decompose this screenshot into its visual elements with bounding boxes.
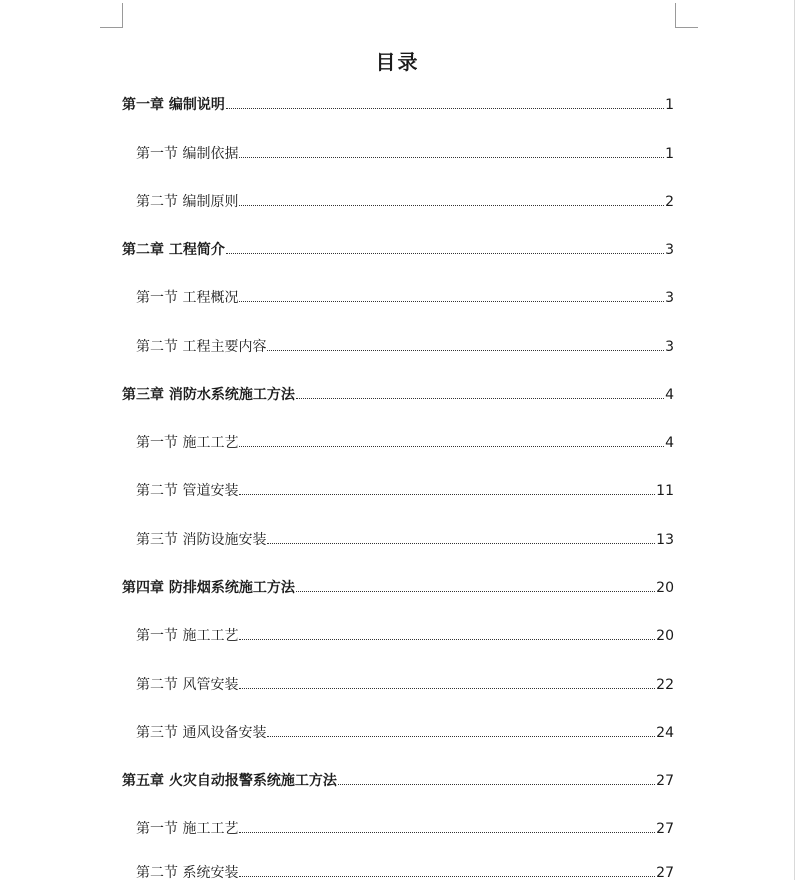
dot-leader bbox=[239, 875, 655, 877]
toc-entry-label: 第三节 通风设备安装 bbox=[136, 725, 267, 741]
toc-entry-page: 27 bbox=[656, 865, 674, 880]
toc-entry-section-2-2[interactable] bbox=[136, 336, 674, 356]
dot-leader bbox=[239, 156, 664, 158]
dot-leader bbox=[239, 204, 664, 206]
toc-entry-section-4-1[interactable] bbox=[136, 625, 674, 645]
toc-entry-page: 4 bbox=[665, 435, 674, 451]
toc-entry-section-4-2[interactable] bbox=[136, 674, 674, 694]
toc-entry-label: 第五章 火灾自动报警系统施工方法 bbox=[122, 773, 337, 789]
dot-leader bbox=[226, 252, 664, 254]
toc-entry-label: 第一节 施工工艺 bbox=[136, 628, 239, 644]
toc-entry-page: 27 bbox=[656, 821, 674, 837]
toc-entry-chapter-5[interactable] bbox=[122, 770, 674, 790]
toc-entry-label: 第二节 管道安装 bbox=[136, 483, 239, 499]
toc-entry-section-5-1[interactable] bbox=[136, 818, 674, 838]
dot-leader bbox=[239, 687, 655, 689]
toc-entry-label: 第一节 施工工艺 bbox=[136, 821, 239, 837]
toc-entry-page: 13 bbox=[656, 532, 674, 548]
toc-entry-label: 第二章 工程简介 bbox=[122, 242, 225, 258]
toc-entry-section-5-2[interactable] bbox=[136, 862, 674, 880]
toc-entry-chapter-4[interactable] bbox=[122, 577, 674, 597]
dot-leader bbox=[267, 542, 655, 544]
toc-entry-page: 4 bbox=[665, 387, 674, 403]
toc-entry-label: 第三节 消防设施安装 bbox=[136, 532, 267, 548]
toc-entry-section-3-1[interactable] bbox=[136, 432, 674, 452]
dot-leader bbox=[239, 831, 655, 833]
dot-leader bbox=[267, 349, 664, 351]
dot-leader bbox=[239, 300, 664, 302]
toc-entry-label: 第一节 工程概况 bbox=[136, 290, 239, 306]
toc-entry-page: 24 bbox=[656, 725, 674, 741]
toc-entry-label: 第一节 施工工艺 bbox=[136, 435, 239, 451]
toc-entry-page: 11 bbox=[656, 483, 674, 499]
dot-leader bbox=[296, 590, 655, 592]
toc-entry-section-1-1[interactable] bbox=[136, 143, 674, 163]
toc-entry-chapter-1[interactable] bbox=[122, 94, 674, 114]
toc-entry-label: 第一章 编制说明 bbox=[122, 97, 225, 113]
dot-leader bbox=[267, 735, 655, 737]
toc-entry-label: 第三章 消防水系统施工方法 bbox=[122, 387, 295, 403]
toc-entry-section-2-1[interactable] bbox=[136, 287, 674, 307]
toc-entry-section-3-2[interactable] bbox=[136, 480, 674, 500]
toc-entry-page: 20 bbox=[656, 580, 674, 596]
dot-leader bbox=[338, 783, 655, 785]
toc-entry-label: 第二节 工程主要内容 bbox=[136, 339, 267, 355]
toc-entry-label: 第四章 防排烟系统施工方法 bbox=[122, 580, 295, 596]
toc-entry-label: 第二节 编制原则 bbox=[136, 194, 239, 210]
toc-entry-page: 3 bbox=[665, 339, 674, 355]
toc-entry-page: 22 bbox=[656, 677, 674, 693]
toc-entry-chapter-2[interactable] bbox=[122, 239, 674, 259]
toc-entry-page: 1 bbox=[665, 146, 674, 162]
toc-entry-chapter-3[interactable] bbox=[122, 384, 674, 404]
toc-title: 目录 bbox=[375, 50, 420, 74]
toc-entry-page: 3 bbox=[665, 242, 674, 258]
toc-entry-section-3-3[interactable] bbox=[136, 529, 674, 549]
toc-entry-page: 3 bbox=[665, 290, 674, 306]
toc-entry-page: 2 bbox=[665, 194, 674, 210]
toc-entry-page: 1 bbox=[665, 97, 674, 113]
dot-leader bbox=[239, 493, 655, 495]
toc-entry-section-1-2[interactable] bbox=[136, 191, 674, 211]
dot-leader bbox=[296, 397, 664, 399]
toc-entry-page: 20 bbox=[656, 628, 674, 644]
dot-leader bbox=[226, 107, 664, 109]
dot-leader bbox=[239, 638, 655, 640]
toc-entry-label: 第二节 风管安装 bbox=[136, 677, 239, 693]
dot-leader bbox=[239, 445, 664, 447]
toc-entry-label: 第一节 编制依据 bbox=[136, 146, 239, 162]
toc-entry-section-4-3[interactable] bbox=[136, 722, 674, 742]
toc-entry-label: 第二节 系统安装 bbox=[136, 865, 239, 880]
toc-entry-page: 27 bbox=[656, 773, 674, 789]
